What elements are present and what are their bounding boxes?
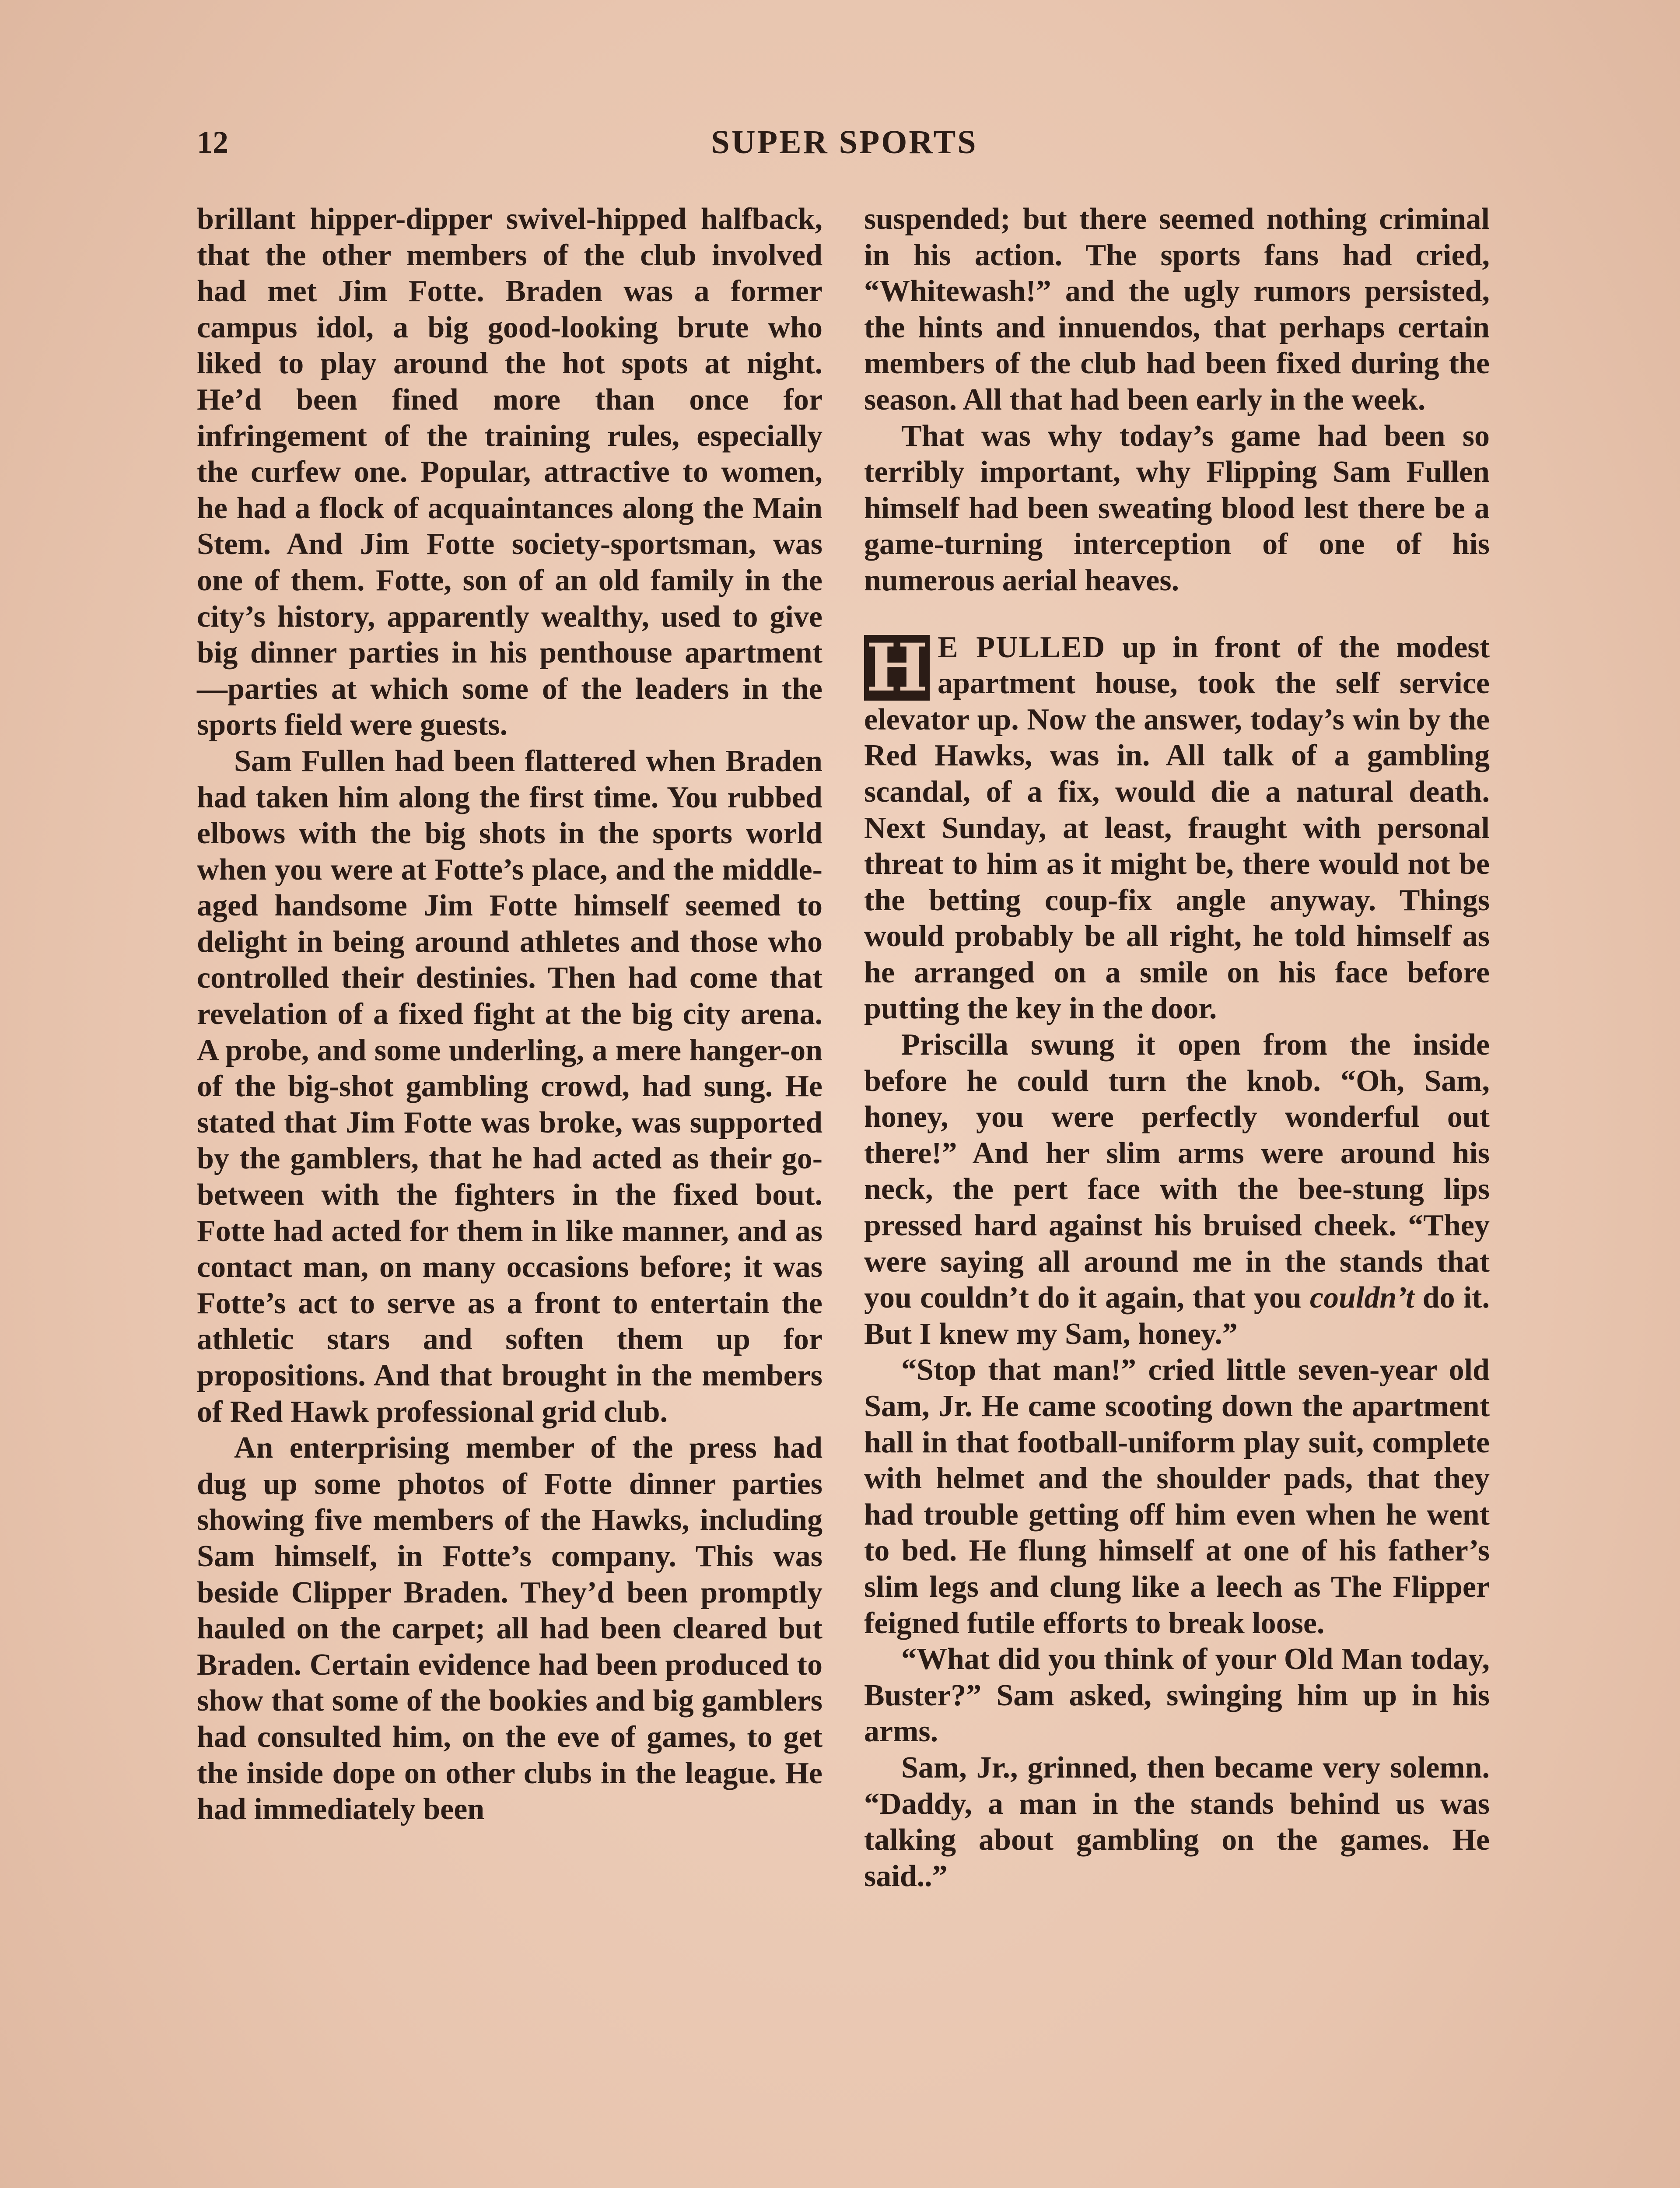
page-header (197, 118, 1492, 166)
left-text-column (197, 201, 822, 1828)
paragraph: “Stop that man!” cried little seven-year old Sam, Jr. He came scooting down the apartment hall in that football-uniform play suit, complete with helmet and the shoulder pads, that they had trouble getting off him even when he went to bed. He flung himself at one of his father’s slim legs and clung like a leech as The Flipper feigned futile efforts to break loose. (864, 1353, 1490, 1640)
paragraph-text: Priscilla swung it open from the inside before he could turn the knob. “Oh, Sam, honey, you were perfectly wonderful out there!” And her slim arms were around his neck, the pert face with the bee-stung lips pressed hard against his bruised cheek. “They were saying all around me in the stands that you couldn’t do it again, that you (864, 1028, 1490, 1315)
paragraph-text: do it. But I knew my Sam, honey.” (864, 1281, 1490, 1351)
paragraph: That was why today’s game had been so terribly important, why Flipping Sam Fullen himself had been sweating blood lest there be a game-turning interception of one of his numerous aerial heaves. (864, 419, 1490, 597)
lead-in-caps: E PULLED (938, 630, 1106, 664)
paragraph: An enterprising member of the press had dug up some photos of Fotte dinner parties showing five members of the Hawks, including Sam himself, in Fotte’s company. This was beside Clipper Braden. They’d been promptly hauled on the carpet; all had been cleared but Braden. Certain evidence had been produced to show that some of the bookies and big gamblers had consulted him, on the eve of games, to get the inside dope on other clubs in the league. He had immediately been (197, 1431, 822, 1827)
section-opening-paragraph (864, 630, 1490, 1027)
emphasis-text: couldn’t (1309, 1281, 1414, 1315)
paragraph: suspended; but there seemed nothing criminal in his action. The sports fans had cried, “Whitewash!” and the ugly rumors persisted, the hints and innuendos, that perhaps certain members of the club had been fixed during the season. All that had been early in the week. (864, 202, 1490, 417)
paragraph: Sam, Jr., grinned, then became very solemn. “Daddy, a man in the stands behind us was talking about gambling on the games. He said..” (864, 1750, 1490, 1893)
paragraph-text: up in front of the modest apartment house, took the self service elevator up. Now the answer, today’s win by the Red Hawks, was in. All talk of a gambling scandal, of a fix, would die a natural death. Next Sunday, at least, fraught with personal threat to him as it might be, there would not be the betting coup-fix angle anyway. Things would probably be all right, he told himself as he arranged on a smile on his face before putting the key in the door. (864, 630, 1490, 1026)
running-head-title: SUPER SPORTS (711, 124, 978, 161)
paragraph: “What did you think of your Old Man today, Buster?” Sam asked, swinging him up in his arms. (864, 1642, 1490, 1749)
paragraph (864, 1027, 1490, 1352)
right-text-column (864, 201, 1490, 1894)
paragraph: Sam Fullen had been flattered when Braden had taken him along the first time. You rubbed elbows with the big shots in the sports world when you were at Fotte’s place, and the middle-aged handsome Jim Fotte himself seemed to delight in being around athletes and those who controlled their destinies. Then had come that revelation of a fixed fight at the big city arena. A probe, and some underling, a mere hanger-on of the big-shot gambling crowd, had sung. He stated that Jim Fotte was broke, was supported by the gamblers, that he had acted as their go-between with the fighters in the fixed bout. Fotte had acted for them in like manner, and as contact man, on many occasions before; it was Fotte’s act to serve as a front to entertain the athletic stars and soften them up for propositions. And that brought in the members of Red Hawk professional grid club. (197, 744, 822, 1429)
paragraph: brillant hipper-dipper swivel-hipped halfback, that the other members of the club involved had met Jim Fotte. Braden was a former campus idol, a big good-looking brute who liked to play around the hot spots at night. He’d been fined more than once for infringement of the training rules, especially the curfew one. Popular, attractive to women, he had a flock of acquaintances along the Main Stem. And Jim Fotte society-sportsman, was one of them. Fotte, son of an old family in the city’s history, apparently wealthy, used to give big dinner parties in his penthouse apartment—parties at which some of the leaders in the sports field were guests. (197, 202, 822, 742)
page-number: 12 (197, 125, 228, 160)
drop-cap: H (864, 635, 930, 701)
